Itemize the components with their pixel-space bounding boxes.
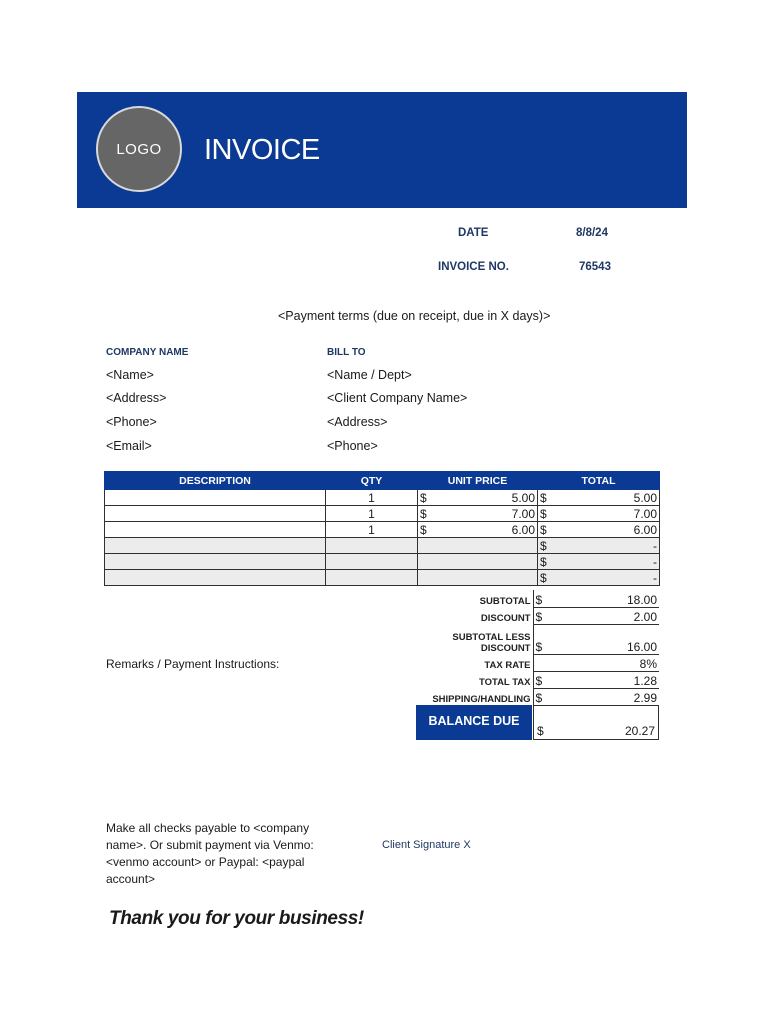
item-total <box>538 538 660 554</box>
bill-to-name-line: <Name / Dept> <box>327 368 412 382</box>
tax-rate-row <box>410 654 659 671</box>
currency-symbol: $ <box>535 673 543 688</box>
balance-due-label: BALANCE DUE <box>416 705 532 740</box>
item-description[interactable] <box>105 506 326 522</box>
item-total <box>538 522 660 538</box>
item-qty[interactable]: 1 <box>326 522 418 538</box>
item-total <box>538 490 660 506</box>
shipping-value: 2.99 <box>633 690 657 705</box>
item-unit-price[interactable] <box>418 538 538 554</box>
invoice-title: INVOICE <box>204 134 320 166</box>
subtotal-value: 18.00 <box>626 592 657 607</box>
currency-symbol: $ <box>535 639 543 654</box>
item-unit-price[interactable] <box>418 506 538 522</box>
subtotal-label: SUBTOTAL <box>479 596 531 607</box>
bill-to-phone-line: <Phone> <box>327 439 378 453</box>
currency-symbol: $ <box>420 522 427 537</box>
table-row <box>105 570 660 586</box>
discount-row <box>410 607 659 624</box>
item-qty[interactable] <box>326 570 418 586</box>
item-qty[interactable] <box>326 554 418 570</box>
total-value: 7.00 <box>633 506 657 521</box>
balance-due-cell <box>533 705 659 740</box>
unit-price-value: 6.00 <box>511 522 535 537</box>
subtotal-less-discount-value: 16.00 <box>626 639 657 654</box>
col-unit-price: UNIT PRICE <box>418 472 538 490</box>
item-description[interactable] <box>105 490 326 506</box>
bill-to-company-line: <Client Company Name> <box>327 391 468 405</box>
table-row <box>105 538 660 554</box>
discount-value: 2.00 <box>633 609 657 624</box>
currency-symbol: $ <box>535 592 543 607</box>
currency-symbol: $ <box>540 522 547 537</box>
unit-price-value: 5.00 <box>511 490 535 505</box>
shipping-cell[interactable] <box>533 688 659 705</box>
item-description[interactable] <box>105 554 326 570</box>
total-value: - <box>653 554 657 569</box>
currency-symbol: $ <box>420 506 427 521</box>
tax-rate-label: TAX RATE <box>484 660 531 671</box>
currency-symbol: $ <box>540 570 547 585</box>
item-qty[interactable]: 1 <box>326 490 418 506</box>
client-signature[interactable]: Client Signature X <box>382 839 471 851</box>
company-phone-line: <Phone> <box>106 415 157 429</box>
subtotal-less-discount-label <box>410 624 533 654</box>
item-unit-price[interactable] <box>418 522 538 538</box>
item-description[interactable] <box>105 570 326 586</box>
table-row <box>105 506 660 522</box>
company-heading: COMPANY NAME <box>106 347 189 358</box>
currency-symbol: $ <box>540 538 547 553</box>
total-tax-value: 1.28 <box>633 673 657 688</box>
subtotal-row <box>410 590 659 607</box>
total-value: 6.00 <box>633 522 657 537</box>
total-value: 5.00 <box>633 490 657 505</box>
subtotal-cell <box>533 590 659 607</box>
currency-symbol: $ <box>540 506 547 521</box>
invoice-no-value: 76543 <box>579 261 611 273</box>
table-row <box>105 554 660 570</box>
subtotal-less-label-line2: DISCOUNT <box>480 643 531 654</box>
subtotal-less-discount-cell <box>533 624 659 654</box>
discount-cell[interactable] <box>533 607 659 624</box>
item-total <box>538 570 660 586</box>
logo-text: LOGO <box>116 140 162 158</box>
total-value: - <box>653 538 657 553</box>
item-description[interactable] <box>105 522 326 538</box>
total-tax-label: TOTAL TAX <box>478 677 531 688</box>
col-qty: QTY <box>326 472 418 490</box>
discount-label: DISCOUNT <box>480 613 531 624</box>
subtotal-less-label-line1: SUBTOTAL LESS <box>452 632 531 643</box>
item-total <box>538 554 660 570</box>
items-table <box>104 471 660 586</box>
currency-symbol: $ <box>540 554 547 569</box>
invoice-no-label: INVOICE NO. <box>438 261 509 273</box>
currency-symbol: $ <box>535 690 543 705</box>
thank-you-message: Thank you for your business! <box>109 908 364 929</box>
currency-symbol: $ <box>540 490 547 505</box>
item-total <box>538 506 660 522</box>
currency-symbol: $ <box>420 490 427 505</box>
summary-table <box>410 590 659 706</box>
company-address-line: <Address> <box>106 391 167 405</box>
company-email-line: <Email> <box>106 439 152 453</box>
unit-price-value: 7.00 <box>511 506 535 521</box>
col-description: DESCRIPTION <box>105 472 326 490</box>
shipping-row <box>410 688 659 705</box>
table-row <box>105 522 660 538</box>
payment-terms: <Payment terms (due on receipt, due in X days)> <box>278 309 551 323</box>
balance-due-value: 20.27 <box>624 724 655 738</box>
date-value: 8/8/24 <box>576 227 608 239</box>
items-header-row <box>105 472 660 490</box>
tax-rate-value[interactable]: 8% <box>533 654 659 671</box>
total-tax-cell <box>533 671 659 688</box>
total-value: - <box>653 570 657 585</box>
remarks-label: Remarks / Payment Instructions: <box>106 657 280 671</box>
item-unit-price[interactable] <box>418 570 538 586</box>
date-label: DATE <box>458 227 489 239</box>
subtotal-less-discount-row <box>410 624 659 654</box>
company-name-line: <Name> <box>106 368 154 382</box>
col-total: TOTAL <box>538 472 660 490</box>
bill-to-heading: BILL TO <box>327 347 366 358</box>
logo-placeholder <box>96 106 182 192</box>
table-row <box>105 490 660 506</box>
shipping-label: SHIPPING/HANDLING <box>432 694 531 705</box>
currency-symbol: $ <box>537 724 544 738</box>
item-unit-price[interactable] <box>418 490 538 506</box>
item-qty[interactable] <box>326 538 418 554</box>
bill-to-address-line: <Address> <box>327 415 388 429</box>
item-unit-price[interactable] <box>418 554 538 570</box>
item-description[interactable] <box>105 538 326 554</box>
currency-symbol: $ <box>535 609 543 624</box>
total-tax-row <box>410 671 659 688</box>
payment-instructions: Make all checks payable to <company name>. Or submit payment via Venmo: <venmo account> or Paypal: <paypal account> <box>106 821 314 886</box>
item-qty[interactable]: 1 <box>326 506 418 522</box>
